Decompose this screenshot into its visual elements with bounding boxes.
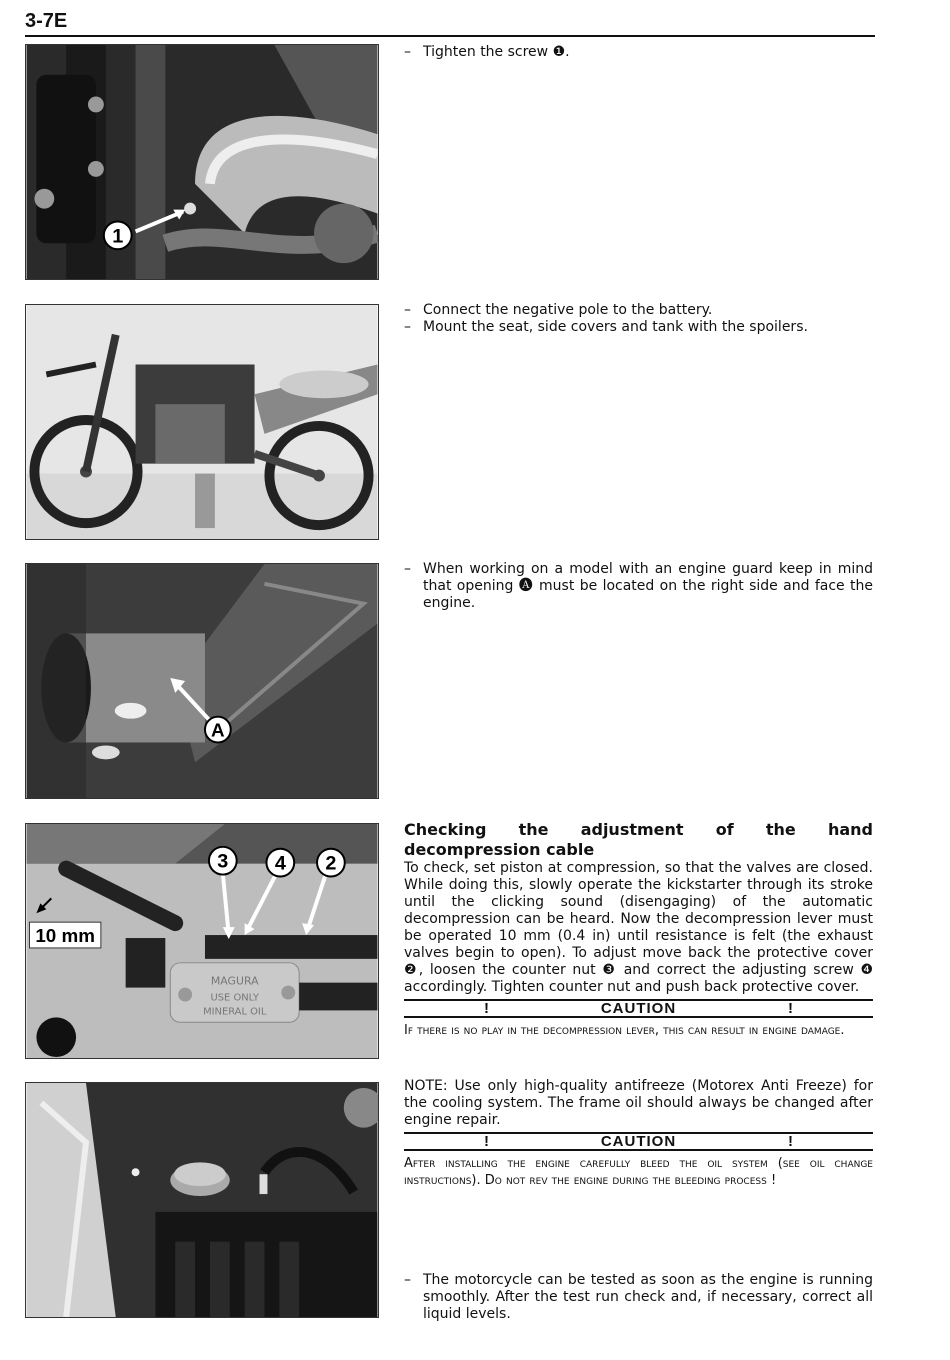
list-item — [404, 1272, 873, 1323]
bullet-dash: – — [404, 44, 411, 60]
decompression-lever-illustration — [26, 824, 378, 1058]
note-text: NOTE: Use only high-quality antifreeze (Motorex Anti Freeze) for the cooling system. The frame oil should always be changed after engine repair. — [404, 1078, 873, 1128]
caution-text: If there is no play in the decompression lever, this can result in engine damage. — [404, 1023, 845, 1038]
callout-a: A — [211, 719, 225, 741]
list-item — [404, 319, 873, 336]
photo-radiator — [25, 1082, 379, 1318]
caution-mark-right: ! — [788, 1133, 793, 1150]
bullet-dash: – — [404, 561, 411, 577]
caution-mark-left: ! — [484, 1133, 489, 1150]
section-cooling-note — [404, 1078, 873, 1189]
engraving-brand: MAGURA — [210, 974, 259, 988]
caution-mark-left: ! — [484, 1000, 489, 1017]
bullet-text: The motorcycle can be tested as soon as the engine is running smoothly. After the test run check and, if necessary, correct all liquid levels. — [423, 1272, 873, 1322]
bullet-text: Connect the negative pole to the battery. — [423, 302, 713, 318]
bullet-text: Mount the seat, side covers and tank with the spoilers. — [423, 319, 808, 335]
step-test-run — [404, 1272, 873, 1323]
engraving-line-1: USE ONLY — [210, 992, 259, 1004]
bullet-text: Tighten the screw ❶. — [423, 44, 570, 60]
callout-3: 3 — [217, 850, 229, 873]
step-tighten-screw — [404, 44, 873, 61]
step-battery-and-covers — [404, 302, 873, 336]
list-item — [404, 302, 873, 319]
photo-engine-guard — [25, 563, 379, 799]
bullet-dash: – — [404, 302, 411, 318]
callout-1: 1 — [112, 225, 124, 248]
caution-label: CAUTION — [600, 1000, 677, 1017]
photo-decompression-lever — [25, 823, 379, 1059]
callout-4: 4 — [274, 852, 286, 875]
page-number: 3-7E — [25, 10, 68, 32]
bullet-dash: – — [404, 1272, 411, 1288]
section-body: To check, set piston at compression, so that the valves are closed. While doing this, slowly operate the kickstarter through its stroke until the clicking sound (disengaging) of the automatic decompression can be heard. Now the decompression lever must be operated 10 mm (0.4 in) until resistance is felt (the exhaust valves begin to open). To adjust move back the protective cover ❷, loosen the counter nut ❸ and correct the adjusting screw ❹ accordingly. Tighten counter nut and push back protective cover. — [404, 860, 873, 995]
engine-guard-illustration — [26, 564, 378, 798]
header-rule — [25, 35, 875, 37]
caution-banner — [404, 999, 873, 1018]
engraving-line-2: MINERAL OIL — [203, 1006, 267, 1018]
section-decompression-cable — [404, 820, 873, 1039]
bullet-text: When working on a model with an engine guard keep in mind that opening 🅐 must be located on the right side and face the engine. — [423, 561, 873, 611]
callout-2: 2 — [325, 852, 337, 875]
caution-banner — [404, 1132, 873, 1151]
bullet-dash: – — [404, 319, 411, 335]
caution-label: CAUTION — [600, 1133, 677, 1150]
photo-motorcycle — [25, 304, 379, 540]
radiator-illustration — [26, 1083, 378, 1317]
step-engine-guard — [404, 561, 873, 612]
motorcycle-illustration — [26, 305, 378, 539]
measurement-label: 10 mm — [35, 924, 95, 946]
exhaust-screw-illustration — [26, 45, 378, 279]
list-item — [404, 44, 873, 61]
caution-mark-right: ! — [788, 1000, 793, 1017]
caution-text: After installing the engine carefully bleed the oil system (see oil change instructions). Do not rev the engine during the bleeding process ! — [404, 1156, 873, 1188]
list-item — [404, 561, 873, 612]
photo-exhaust-screw — [25, 44, 379, 280]
section-heading: Checking the adjustment of the hand decompression cable — [404, 820, 873, 859]
